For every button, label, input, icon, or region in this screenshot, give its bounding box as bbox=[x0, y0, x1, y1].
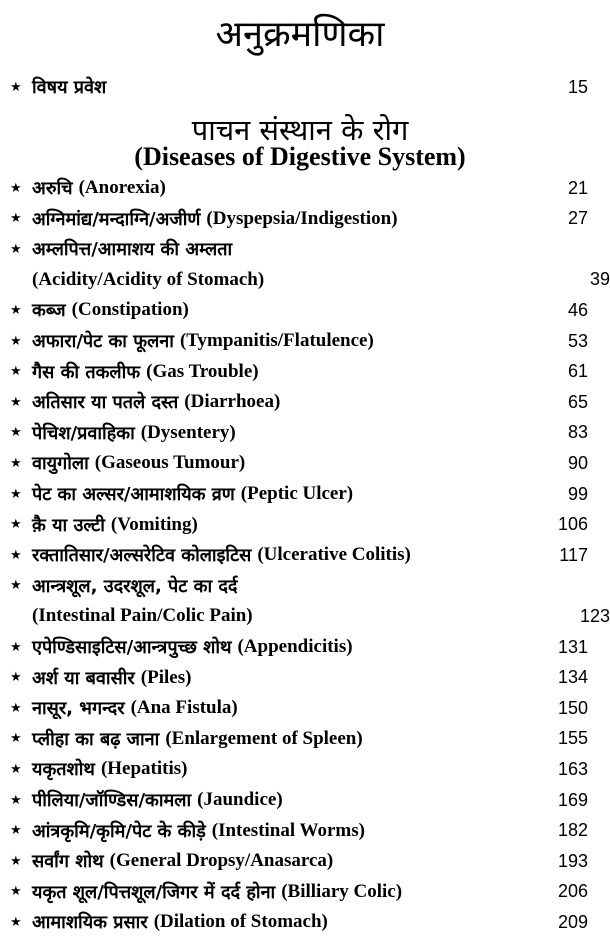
entry-hindi: पेचिश/प्रवाहिका bbox=[32, 422, 135, 444]
entry-page: 21 bbox=[567, 177, 588, 198]
entry-english: (Billiary Colic) bbox=[281, 880, 403, 902]
star-bullet-icon: ★ bbox=[10, 302, 22, 318]
star-bullet-icon: ★ bbox=[10, 700, 22, 716]
entry-english: (Jaundice) bbox=[197, 789, 283, 810]
star-bullet-icon: ★ bbox=[10, 455, 22, 471]
entry-page: 39 bbox=[589, 269, 610, 290]
star-bullet-icon: ★ bbox=[10, 578, 22, 594]
star-bullet-icon: ★ bbox=[10, 670, 22, 686]
star-bullet-icon: ★ bbox=[10, 180, 22, 196]
entry-english: (Dyspepsia/Indigestion) bbox=[206, 207, 398, 229]
entry-english: (Ulcerative Colitis) bbox=[257, 544, 411, 566]
star-bullet-icon: ★ bbox=[10, 853, 22, 869]
star-bullet-icon: ★ bbox=[10, 517, 22, 533]
entry-page: 90 bbox=[567, 452, 588, 473]
page-title: अनुक्रमणिका bbox=[215, 14, 385, 55]
entry-page: 206 bbox=[557, 881, 588, 902]
entry-page: 131 bbox=[557, 636, 588, 657]
star-bullet-icon: ★ bbox=[10, 79, 22, 95]
entry-english: (Intestinal Worms) bbox=[211, 819, 365, 841]
entry-hindi: अतिसार या पतले दस्त bbox=[32, 392, 179, 414]
star-bullet-icon: ★ bbox=[10, 241, 22, 257]
entry-english: (Peptic Ulcer) bbox=[240, 483, 354, 504]
toc-entry[interactable] bbox=[10, 510, 588, 540]
entry-page: 83 bbox=[567, 422, 588, 443]
star-bullet-icon: ★ bbox=[10, 425, 22, 441]
star-bullet-icon: ★ bbox=[10, 211, 22, 227]
entry-english: (Piles) bbox=[140, 666, 192, 688]
star-bullet-icon: ★ bbox=[10, 823, 22, 839]
toc-entry-continuation[interactable] bbox=[10, 265, 610, 295]
entry-english: (Anorexia) bbox=[78, 177, 166, 198]
star-bullet-icon: ★ bbox=[10, 364, 22, 380]
entry-hindi: वायुगोला bbox=[32, 453, 89, 475]
toc-entry-intro[interactable] bbox=[10, 72, 588, 102]
star-bullet-icon: ★ bbox=[10, 731, 22, 747]
entry-page: 106 bbox=[557, 514, 588, 535]
entry-page: 15 bbox=[567, 76, 588, 97]
entry-page: 134 bbox=[557, 667, 588, 688]
entry-page: 99 bbox=[567, 483, 588, 504]
entry-english: (Dysentery) bbox=[140, 421, 236, 443]
entry-page: 163 bbox=[557, 758, 588, 779]
entry-english: (Hepatitis) bbox=[100, 758, 188, 780]
entry-hindi: आन्त्रशूल, उदरशूल, पेट का दर्द bbox=[32, 575, 238, 597]
entry-hindi: आंत्रकृमि/कृमि/पेट के कीड़े bbox=[32, 820, 206, 842]
entry-english: (Gaseous Tumour) bbox=[94, 452, 246, 474]
star-bullet-icon: ★ bbox=[10, 394, 22, 410]
entry-page: 65 bbox=[567, 391, 588, 412]
entry-english: (Diarrhoea) bbox=[184, 391, 281, 413]
toc-entry[interactable] bbox=[10, 540, 588, 570]
star-bullet-icon: ★ bbox=[10, 792, 22, 808]
entry-hindi: अग्निमांद्य/मन्दाग्नि/अजीर्ण bbox=[32, 208, 201, 230]
star-bullet-icon: ★ bbox=[10, 914, 22, 930]
star-bullet-icon: ★ bbox=[10, 333, 22, 349]
entry-english: (Constipation) bbox=[71, 299, 189, 321]
entry-hindi: सर्वांग शोथ bbox=[32, 851, 104, 873]
entry-english: (Intestinal Pain/Colic Pain) bbox=[32, 605, 253, 627]
entry-english: (Ana Fistula) bbox=[130, 697, 238, 719]
entry-english: (General Dropsy/Anasarca) bbox=[109, 850, 334, 872]
entry-page: 209 bbox=[557, 911, 588, 932]
entry-hindi: अर्श या बवासीर bbox=[32, 667, 135, 689]
entry-hindi: आमाशयिक प्रसार bbox=[32, 912, 148, 934]
entry-english: (Enlargement of Spleen) bbox=[165, 727, 363, 749]
entry-english: (Dilation of Stomach) bbox=[153, 911, 328, 933]
entry-hindi: प्लीहा का बढ़ जाना bbox=[32, 728, 160, 750]
entry-hindi: अरुचि bbox=[32, 178, 73, 199]
entry-hindi: नासूर, भगन्दर bbox=[32, 698, 125, 720]
entry-hindi: यकृतशोथ bbox=[32, 759, 95, 781]
toc-entry[interactable] bbox=[10, 632, 588, 662]
toc-entry[interactable] bbox=[10, 846, 588, 876]
toc-entry[interactable] bbox=[10, 204, 588, 234]
star-bullet-icon: ★ bbox=[10, 761, 22, 777]
entry-hindi: रक्तातिसार/अल्सरेटिव कोलाइटिस bbox=[32, 545, 252, 567]
entry-english: (Acidity/Acidity of Stomach) bbox=[32, 268, 265, 290]
star-bullet-icon: ★ bbox=[10, 639, 22, 655]
entry-hindi: पीलिया/जॉण्डिस/कामला bbox=[32, 790, 192, 811]
entry-page: 53 bbox=[567, 330, 588, 351]
toc-entry[interactable] bbox=[10, 571, 588, 601]
entry-english: (Vomiting) bbox=[110, 513, 198, 535]
section-heading-hindi: पाचन संस्थान के रोग bbox=[191, 113, 409, 147]
entry-hindi: एपेण्डिसाइटिस/आन्त्रपुच्छ शोथ bbox=[32, 637, 232, 658]
entry-page: 61 bbox=[567, 361, 588, 382]
toc-entry[interactable] bbox=[10, 724, 588, 754]
toc-entry[interactable] bbox=[10, 754, 588, 784]
toc-entry[interactable] bbox=[10, 418, 588, 448]
toc-entry[interactable] bbox=[10, 357, 588, 387]
entry-page: 46 bbox=[567, 299, 588, 320]
toc-entry[interactable] bbox=[10, 693, 588, 723]
toc-entry[interactable] bbox=[10, 479, 588, 509]
entry-hindi: अम्लपित्त/आमाशय की अम्लता bbox=[32, 239, 233, 261]
entry-hindi: अफारा/पेट का फूलना bbox=[32, 331, 174, 352]
toc-entry-continuation[interactable] bbox=[10, 601, 610, 631]
section-heading-english: (Diseases of Digestive System) bbox=[134, 142, 466, 171]
entry-page: 27 bbox=[567, 208, 588, 229]
toc-entry[interactable] bbox=[10, 816, 588, 846]
entry-page: 150 bbox=[557, 697, 588, 718]
toc-entry[interactable] bbox=[10, 173, 588, 203]
entry-hindi: क़ै या उल्टी bbox=[32, 514, 105, 536]
toc-entry[interactable] bbox=[10, 295, 588, 325]
toc-entry[interactable] bbox=[10, 785, 588, 815]
star-bullet-icon: ★ bbox=[10, 884, 22, 900]
toc-entry[interactable] bbox=[10, 448, 588, 478]
entry-hindi: विषय प्रवेश bbox=[32, 77, 107, 98]
toc-entry[interactable] bbox=[10, 907, 588, 937]
entry-page: 123 bbox=[579, 605, 610, 626]
entry-page: 169 bbox=[557, 789, 588, 810]
toc-entry[interactable] bbox=[10, 234, 588, 264]
toc-entry[interactable] bbox=[10, 326, 588, 356]
entry-hindi: पेट का अल्सर/आमाशयिक व्रण bbox=[32, 484, 235, 505]
entry-page: 193 bbox=[557, 850, 588, 871]
entry-english: (Appendicitis) bbox=[237, 636, 353, 657]
entry-hindi: गैस की तकलीफ bbox=[32, 361, 141, 383]
entry-page: 117 bbox=[559, 544, 588, 565]
entry-page: 182 bbox=[557, 820, 588, 841]
toc-entry[interactable] bbox=[10, 877, 588, 907]
entry-hindi: कब्ज bbox=[32, 300, 66, 322]
entry-page: 155 bbox=[557, 728, 588, 749]
entry-english: (Gas Trouble) bbox=[146, 360, 259, 382]
star-bullet-icon: ★ bbox=[10, 547, 22, 563]
star-bullet-icon: ★ bbox=[10, 486, 22, 502]
toc-entry[interactable] bbox=[10, 387, 588, 417]
entry-english: (Tympanitis/Flatulence) bbox=[179, 330, 374, 351]
entry-hindi: यकृत शूल/पित्तशूल/जिगर में दर्द होना bbox=[32, 881, 276, 903]
toc-entry[interactable] bbox=[10, 663, 588, 693]
